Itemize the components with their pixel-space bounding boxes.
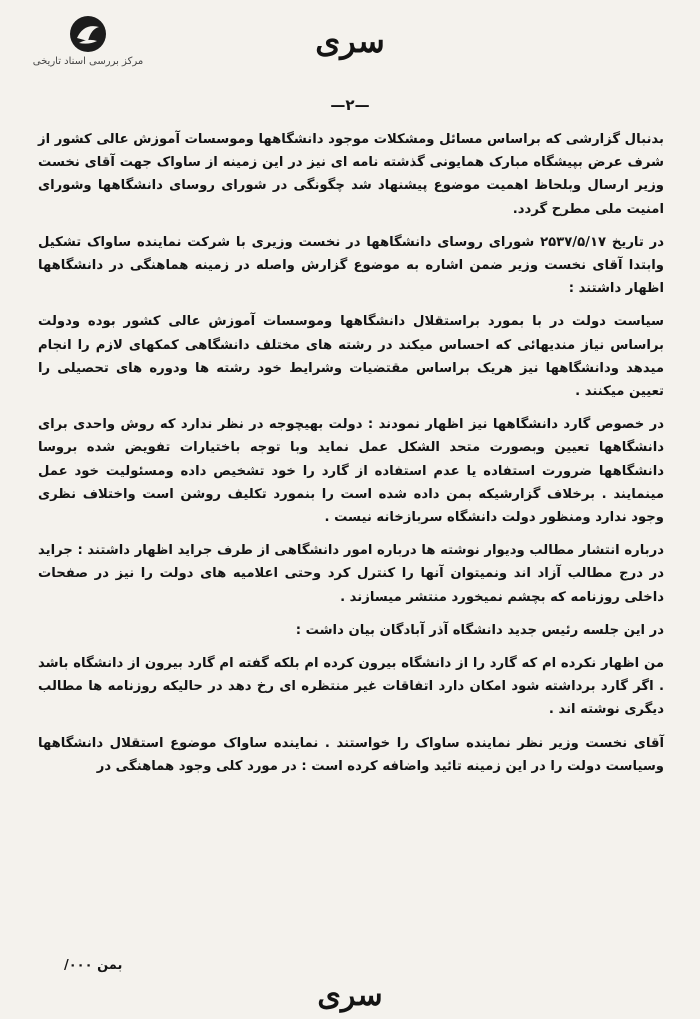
page-number: —۲— bbox=[330, 96, 370, 114]
paragraph-university-guard: در خصوص گارد دانشگاهها نیز اظهار نمودند : دولت بهیچوجه در نظر ندارد که روش واحدی برای دانشگاهها تعیین وبصورت متحد الشکل عمل نماید وبا توجه باختیارات تفویض شده بروسا دانشگاهها ضرورت استفاده یا عدم استفاده از گارد را خود تشخیص داده ومسئولیت خود عمل مینمایند . برخلاف گزارشیکه بمن داده شده است را بنمورد تکلیف روشن است واختلاف نظری وجود ندارد ومنظور دولت دانشگاه سربازخانه نیست . bbox=[38, 417, 664, 526]
logo-caption: مرکز بررسی اسناد تاریخی bbox=[32, 56, 144, 67]
letter-body bbox=[38, 128, 664, 948]
paragraph-report-background: بدنبال گزارشی که براساس مسائل ومشکلات موجود دانشگاهها وموسسات آموزش عالی کشور از شرف عرض بپیشگاه مبارک همایونی گذشته نامه ای نیز در این زمینه از ساواک جهت آقای نخست وزیر ارسال وبلحاظ اهمیت موضوع پیشنهاد شد چگونگی در شورای روسای دانشگاهها وشورای امنیت ملی مطرح گردد. bbox=[38, 132, 664, 217]
footer-page-code: بمن ۰۰۰/ bbox=[64, 958, 123, 973]
paragraph-council-meeting: در تاریخ ۲۵۳۷/۵/۱۷ شورای روسای دانشگاهها در نخست وزیری با شرکت نماینده ساواک تشکیل وابتدا آقای نخست وزیر ضمن اشاره به موضوع گزارش واصله در زمینه هماهنگی در دانشگاهها اظهار داشتند : bbox=[38, 234, 664, 297]
classification-label-bottom: سری bbox=[317, 978, 383, 1013]
classification-label-top: سری bbox=[315, 22, 385, 60]
paragraph-rector-statement: من اظهار نکرده ام که گارد را از دانشگاه بیرون کرده ام بلکه گفته ام گارد بیرون از دانشگاه باشد . اگر گارد برداشته شود امکان دارد اتفاقات غیر منتظره ای رخ دهد در حالیکه روزنامه ها مطالب دیگری نوشته اند . bbox=[38, 656, 664, 718]
paragraph-press-publications: درباره انتشار مطالب ودیوار نوشته ها درباره امور دانشگاهی از طرف جراید اظهار داشتند : جراید در درج مطالب آزاد اند ونمیتوان آنها را کنترل کرد وحتی اعلامیه های دولت را نیز در صفحات داخلی روزنامه که بچشم نمیخورد منتشر میسازند . bbox=[38, 543, 664, 605]
paragraph-new-rector-intro: در این جلسه رئیس جدید دانشگاه آذر آبادگان بیان داشت : bbox=[295, 622, 664, 638]
paragraph-government-policy: سیاست دولت در با بمورد براستقلال دانشگاهها وموسسات آموزش عالی کشور بوده ودولت براساس نیاز مندیهائی که احساس میکند در رشته های مختلف دانشگاهی کمکهای لازم را انجام میدهد ودانشگاهها نیز هریک براساس مقتضیات وشرایط خود رشته ها ودوره های تحصیلی را تعیین میکنند . bbox=[38, 314, 664, 400]
paragraph-savak-opinion: آقای نخست وزیر نظر نماینده ساواک را خواستند . نماینده ساواک موضوع استقلال دانشگاهها وسیاست دولت را در این زمینه تائید واضافه کرده است : در مورد کلی وجود هماهنگی در bbox=[38, 735, 664, 774]
